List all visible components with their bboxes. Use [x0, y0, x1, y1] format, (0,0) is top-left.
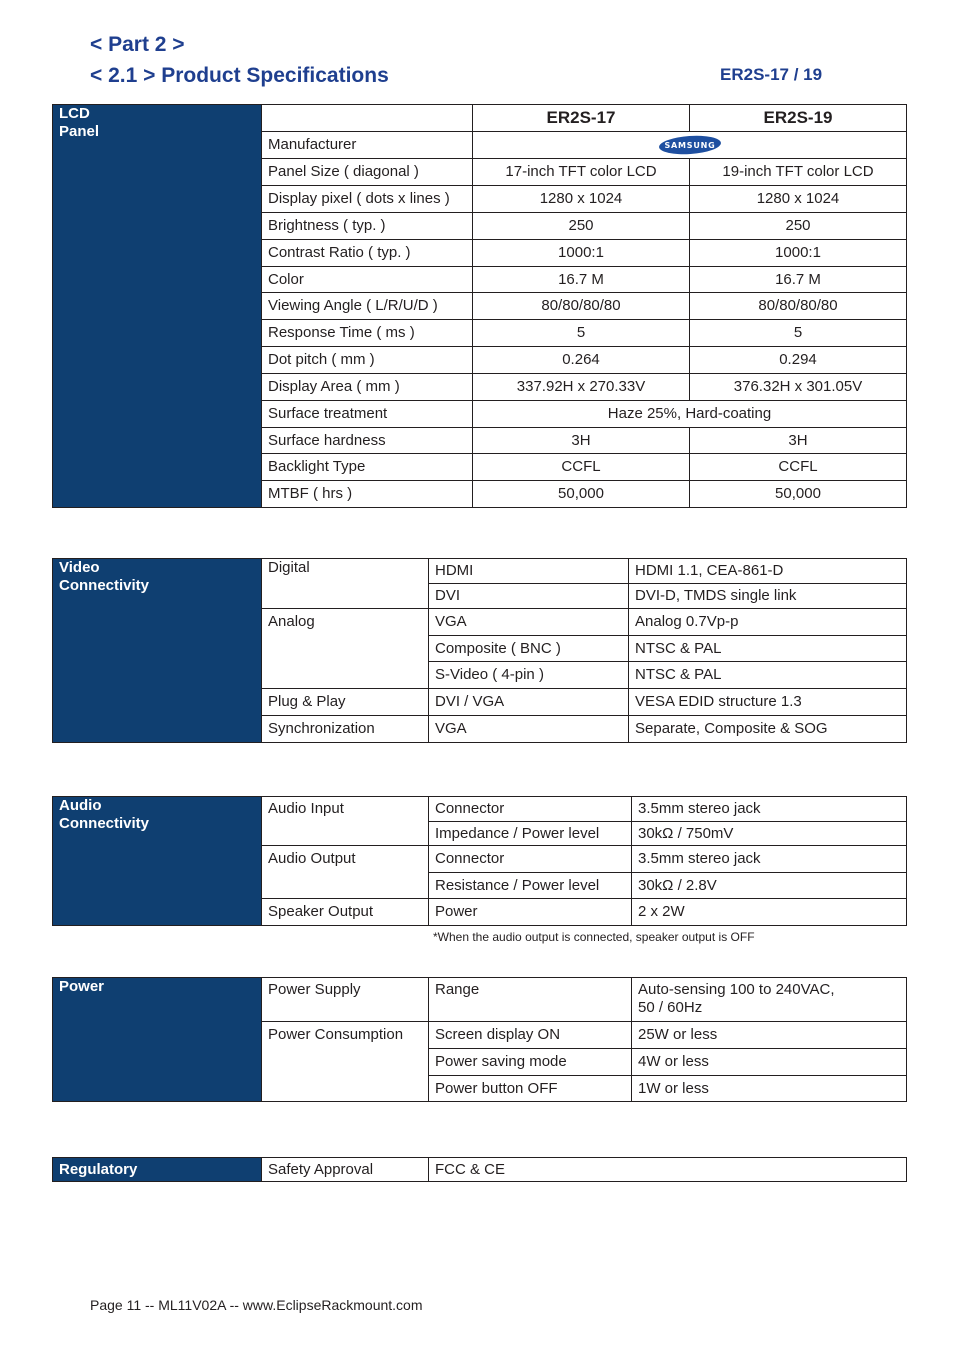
audio-item: Connector [429, 797, 632, 822]
spec-label: Surface hardness [262, 428, 473, 454]
spec-value-19: 1000:1 [690, 240, 907, 267]
part-heading: < Part 2 > [90, 33, 185, 56]
spec-label: Color [262, 267, 473, 293]
power-spec: 25W or less [632, 1022, 907, 1049]
spec-label: Panel Size ( diagonal ) [262, 159, 473, 186]
spec-value-17: 17-inch TFT color LCD [473, 159, 690, 186]
port-label: HDMI [429, 559, 629, 584]
regulatory-table [52, 1157, 907, 1182]
audio-spec: 2 x 2W [632, 899, 907, 926]
spec-value-shared: Haze 25%, Hard-coating [473, 401, 907, 428]
spec-value-19: 80/80/80/80 [690, 293, 907, 320]
signal-type-label: Plug & Play [262, 689, 429, 716]
port-spec: DVI-D, TMDS single link [629, 584, 907, 609]
port-label: Composite ( BNC ) [429, 636, 629, 662]
lcd-panel-table [52, 104, 907, 508]
spec-label: Backlight Type [262, 454, 473, 481]
audio-item: Impedance / Power level [429, 822, 632, 846]
port-spec: NTSC & PAL [629, 662, 907, 689]
spec-value-17: 0.264 [473, 347, 690, 374]
spec-value-19: 19-inch TFT color LCD [690, 159, 907, 186]
power-spec: 1W or less [632, 1076, 907, 1102]
col-header-er2s-19: ER2S-19 [690, 105, 907, 132]
svg-text:SAMSUNG: SAMSUNG [663, 141, 716, 151]
model-heading: ER2S-17 / 19 [720, 65, 823, 84]
audio-group-label: Audio Input [262, 797, 429, 846]
spec-label: Viewing Angle ( L/R/U/D ) [262, 293, 473, 320]
spec-value-17: 50,000 [473, 481, 690, 508]
spec-value-19: 376.32H x 301.05V [690, 374, 907, 401]
spec-value-17: CCFL [473, 454, 690, 481]
spec-value-17: 250 [473, 213, 690, 240]
power-item: Power button OFF [429, 1076, 632, 1102]
audio-spec: 3.5mm stereo jack [632, 797, 907, 822]
audio-group-label: Audio Output [262, 846, 429, 899]
spec-value-17: 337.92H x 270.33V [473, 374, 690, 401]
lcd-panel-category: LCD Panel [53, 105, 262, 508]
audio-connectivity-table [52, 796, 907, 926]
power-spec: Auto-sensing 100 to 240VAC, 50 / 60Hz [632, 978, 907, 1022]
video-connectivity-category: Video Connectivity [53, 559, 262, 743]
port-label: DVI / VGA [429, 689, 629, 716]
power-item: Range [429, 978, 632, 1022]
port-spec: VESA EDID structure 1.3 [629, 689, 907, 716]
spec-value-17: 16.7 M [473, 267, 690, 293]
section-heading: < 2.1 > Product Specifications [90, 64, 389, 87]
power-table [52, 977, 907, 1102]
port-spec: Analog 0.7Vp-p [629, 609, 907, 636]
audio-item: Power [429, 899, 632, 926]
port-spec: HDMI 1.1, CEA-861-D [629, 559, 907, 584]
port-label: VGA [429, 609, 629, 636]
power-spec: 4W or less [632, 1049, 907, 1076]
audio-note: *When the audio output is connected, speaker output is OFF [433, 930, 755, 944]
power-group-label: Power Consumption [262, 1022, 429, 1102]
spec-label: Dot pitch ( mm ) [262, 347, 473, 374]
audio-item: Resistance / Power level [429, 873, 632, 899]
manufacturer-logo [473, 132, 907, 159]
video-connectivity-table [52, 558, 907, 743]
page-footer: Page 11 -- ML11V02A -- www.EclipseRackmount.com [90, 1297, 423, 1313]
spec-value-19: 1280 x 1024 [690, 186, 907, 213]
regulatory-label: Safety Approval [262, 1158, 429, 1182]
signal-type-label: Synchronization [262, 716, 429, 743]
audio-spec: 30kΩ / 750mV [632, 822, 907, 846]
spec-label: Display Area ( mm ) [262, 374, 473, 401]
spec-value-17: 3H [473, 428, 690, 454]
power-group-label: Power Supply [262, 978, 429, 1022]
audio-group-label: Speaker Output [262, 899, 429, 926]
audio-item: Connector [429, 846, 632, 873]
spec-label: Response Time ( ms ) [262, 320, 473, 347]
spec-value-17: 1280 x 1024 [473, 186, 690, 213]
col-header-er2s-17: ER2S-17 [473, 105, 690, 132]
spec-value-19: 3H [690, 428, 907, 454]
port-spec: NTSC & PAL [629, 636, 907, 662]
port-label: DVI [429, 584, 629, 609]
audio-spec: 3.5mm stereo jack [632, 846, 907, 873]
spec-value-19: 16.7 M [690, 267, 907, 293]
spec-value-17: 80/80/80/80 [473, 293, 690, 320]
audio-spec: 30kΩ / 2.8V [632, 873, 907, 899]
regulatory-category: Regulatory [53, 1158, 262, 1182]
spec-value-17: 1000:1 [473, 240, 690, 267]
samsung-logo-icon [658, 135, 722, 155]
spec-label: Contrast Ratio ( typ. ) [262, 240, 473, 267]
spec-label: Brightness ( typ. ) [262, 213, 473, 240]
spec-label: Surface treatment [262, 401, 473, 428]
spec-value-19: CCFL [690, 454, 907, 481]
power-category: Power [53, 978, 262, 1102]
spec-value-19: 250 [690, 213, 907, 240]
spec-value-19: 50,000 [690, 481, 907, 508]
spec-label: MTBF ( hrs ) [262, 481, 473, 508]
power-item: Power saving mode [429, 1049, 632, 1076]
spec-value-19: 5 [690, 320, 907, 347]
spec-value-17: 5 [473, 320, 690, 347]
port-label: S-Video ( 4-pin ) [429, 662, 629, 689]
regulatory-value: FCC & CE [429, 1158, 907, 1182]
port-spec: Separate, Composite & SOG [629, 716, 907, 743]
manufacturer-label: Manufacturer [262, 132, 473, 159]
audio-connectivity-category: Audio Connectivity [53, 797, 262, 926]
signal-type-label: Analog [262, 609, 429, 689]
spec-label: Display pixel ( dots x lines ) [262, 186, 473, 213]
signal-type-label: Digital [262, 559, 429, 609]
spec-value-19: 0.294 [690, 347, 907, 374]
port-label: VGA [429, 716, 629, 743]
power-item: Screen display ON [429, 1022, 632, 1049]
